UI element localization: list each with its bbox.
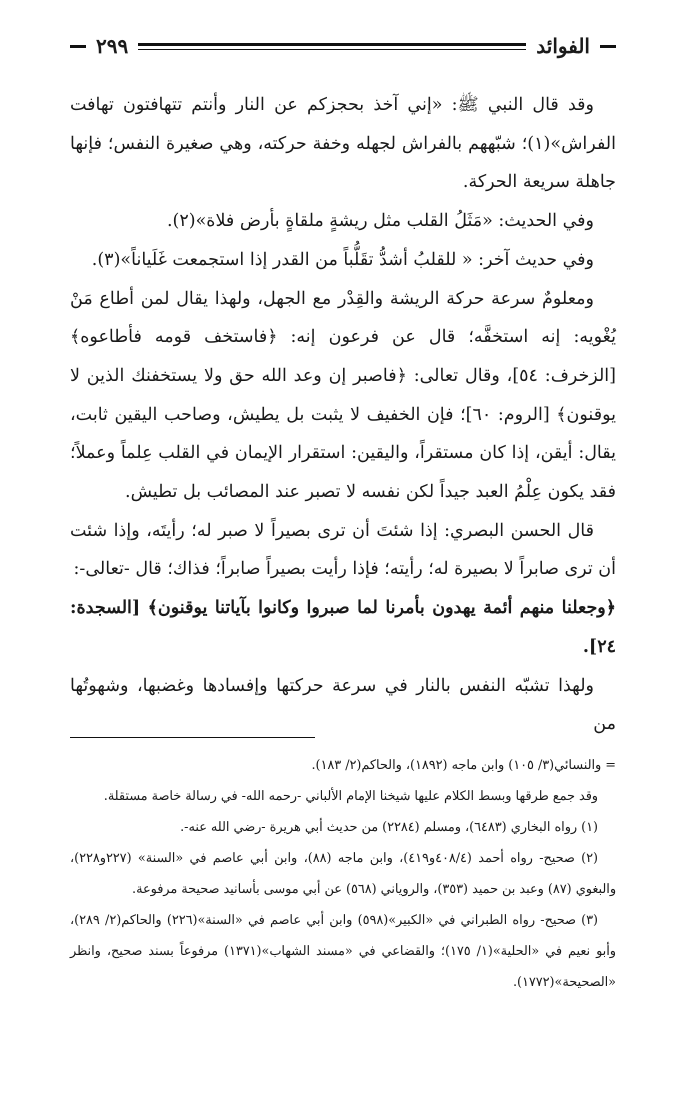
paragraph: قال الحسن البصري: إذا شئتَ أن ترى بصيراً لا صبر له؛ رأيتَه، وإذا شئت أن ترى صابراً لا بصيرة له؛ رأيته؛ فإذا رأيت بصيراً صابراً؛ فذاك؛ قال -تعالى-: [70, 520, 616, 580]
paragraph: ومعلومٌ سرعة حركة الريشة والقِدْر مع الجهل، ولهذا يقال لمن أطاع مَنْ يُغْويه: إنه استخفَّه؛ قال عن فرعون إنه: ﴿فاستخف قومه فأطاعوه﴾ [الزخرف: ٥٤]، وقال تعالى: ﴿فاصبر إن وعد الله حق ولا يستخفنك الذين لا يوقنون﴾ [الروم: ٦٠]؛ فإن الخفيف لا يثبت بل يطيش، وصاحب اليقين ثابت، يقال: أيقن، إذا كان مستقراً، واليقين: استقرار الإيمان في القلب عِلماً وعملاً؛ فقد يكون عِلْمُ العبد جيداً لكن نفسه لا تصبر عند المصائب بل تطيش. [70, 288, 616, 503]
paragraph: ولهذا تشبّه النفس بالنار في سرعة حركتها وإفسادها وغضبها، وشهوتُها من [70, 675, 616, 735]
quran-verse: ﴿وجعلنا منهم أئمة يهدون بأمرنا لما صبروا وكانوا بآياتنا يوقنون﴾ [السجدة: ٢٤]. [70, 598, 616, 657]
paragraph: وفي حديث آخر: « للقلبُ أشدُّ تقَلُّباً من القدر إذا استجمعت غَلَياناً»(٣). [91, 249, 594, 270]
page-number: ٢٩٩ [96, 34, 129, 58]
footnote-note: وقد جمع طرقها وبسط الكلام عليها شيخنا الإمام الألباني -رحمه الله- في رسالة خاصة مستقلة. [103, 789, 598, 804]
header-rule [138, 43, 526, 50]
paragraph: وقد قال النبي ﷺ: «إني آخذ بحجزكم عن النار وأنتم تتهافتون تهافت الفراش»(١)؛ شبّههم بالفراش لجهله وخفة حركته، وهي صغيرة النفس؛ فإنها جاهلة سريعة الحركة. [70, 95, 616, 193]
main-text [70, 86, 616, 744]
running-title: الفوائد [536, 34, 590, 58]
footnote-1: (١) رواه البخاري (٦٤٨٣)، ومسلم (٢٢٨٤) من حديث أبي هريرة -رضي الله عنه-. [180, 820, 598, 835]
footnotes [70, 750, 616, 998]
header-dash [600, 45, 616, 48]
footnote-continuation: = والنسائي(٣/ ١٠٥) وابن ماجه (١٨٩٢)، والحاكم(٢/ ١٨٣). [311, 758, 616, 773]
header-dash [70, 45, 86, 48]
footnote-2: (٢) صحيح- رواه أحمد (٤٠٨/٤و٤١٩)، وابن ماجه (٨٨)، وابن أبي عاصم في «السنة» (٢٢٧و٢٢٨)، والبغوي (٨٧) وعبد بن حميد (٣٥٣)، والروياني (٥٦٨) عن أبي موسى بأسانيد صحيحة مرفوعة. [70, 851, 616, 897]
footnote-3: (٣) صحيح- رواه الطبراني في «الكبير»(٥٩٨) وابن أبي عاصم في «السنة»(٢٢٦) والحاكم(٢/ ٢٨٩)، وأبو نعيم في «الحلية»(١/ ١٧٥)؛ والقضاعي في «مسند الشهاب»(١٣٧١) مرفوعاً بسند صحيح، وانظر «الصحيحة»(١٧٧٢). [70, 913, 616, 990]
paragraph: وفي الحديث: «مَثَلُ القلب مثل ريشةٍ ملقاةٍ بأرض فلاة»(٢). [166, 211, 594, 232]
page-header [70, 28, 616, 64]
footnote-separator [70, 737, 315, 738]
